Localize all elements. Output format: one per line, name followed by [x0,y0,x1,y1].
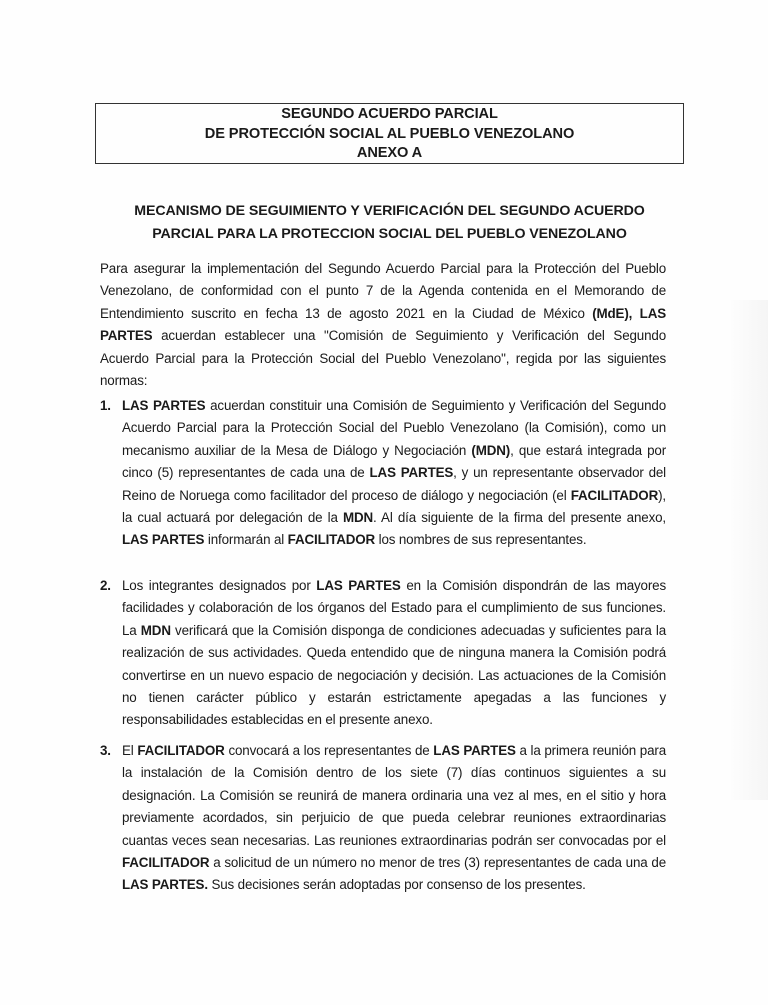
intro-text: Para asegurar la implementación del Segundo Acuerdo Parcial para la Protección del Pueblo Venezolano, de conformidad con el punto 7 de la Agenda contenida en el Memorando de Entendimiento suscrito en fecha 13 de agosto 2021 en la Ciudad de México [100,261,666,321]
text-segment: a la primera reunión para la instalación de la Comisión dentro de los siete (7) días continuos siguientes a su designación. La Comisión se reunirá de manera ordinaria una vez al mes, en el sitio y hora previamente acordados, sin perjuicio de que pueda celebrar reuniones extraordinarias cuantas veces sean necesarias. Las reuniones extraordinarias podrán ser convocadas por el [122,743,666,848]
page-shadow [728,300,768,800]
list-item-text [122,740,666,897]
text-segment: Los integrantes designados por [122,578,317,593]
bold-term: (MDN) [471,442,511,458]
heading-line-2: PARCIAL PARA LA PROTECCION SOCIAL DEL PUEBLO VENEZOLANO [152,226,627,242]
list-number: 3. [100,743,111,758]
bold-term: LAS PARTES [369,465,454,481]
list-number: 2. [100,578,111,593]
text-segment: , que estará integrada por cinco (5) representantes de cada una de [122,442,667,481]
bold-term: LAS PARTES [122,398,206,413]
text-segment: los nombres de sus representantes. [375,532,587,548]
list-number: 1. [100,398,111,413]
text-segment: acuerdan constituir una Comisión de Seguimiento y Verificación del Segundo Acuerdo Parcial para la Protección Social del Pueblo Venezolano (la Comisión), como un mecanismo auxiliar de la Mesa de Diálogo y Negociación [122,398,666,458]
bold-term: FACILITADOR [287,532,376,548]
bold-term: FACILITADOR [122,855,210,871]
list-item-2 [100,575,666,732]
text-segment: en la Comisión dispondrán de las mayores facilidades y colaboración de los órganos del Estado para el cumplimiento de sus funciones. La [122,578,666,638]
title-line-3: ANEXO A [356,145,423,161]
text-segment: convocará a los representantes de [224,743,434,758]
list-item-1 [100,395,666,552]
bold-term: FACILITADOR [570,487,659,503]
list-item-text [122,395,666,552]
list-item-text [122,575,666,732]
bold-term: MDN [342,510,374,526]
text-segment: El [122,743,138,758]
section-heading [95,200,684,246]
text-segment: , y un representante observador del Reino de Noruega como facilitador del proceso de diálogo y negociación (el [122,465,666,503]
text-segment: ), la cual actuará por delegación de la [122,487,666,526]
title-line-1: SEGUNDO ACUERDO PARCIAL [281,106,498,122]
intro-paragraph [100,258,666,392]
text-segment: a solicitud de un número no menor de tres (3) representantes de cada una de [209,855,666,871]
text-segment: verificará que la Comisión disponga de condiciones adecuadas y suficientes para la realización de sus actividades. Queda entendido que de ninguna manera la Comisión podrá convertirse en un nuevo espacio de negociación y decisión. Las actuaciones de la Comisión no tienen carácter público y estarán estrictamente apegadas a las funciones y responsabilidades establecidas en el presente anexo. [122,622,667,728]
title-box [95,103,684,164]
intro-text: acuerdan establecer una "Comisión de Seguimiento y Verificación del Segundo Acuerdo Parcial para la Protección Social del Pueblo Venezolano", regida por las siguientes normas: [100,328,666,389]
title-line-2: DE PROTECCIÓN SOCIAL AL PUEBLO VENEZOLANO [204,125,575,142]
bold-term: LAS PARTES [433,743,516,758]
bold-term: LAS PARTES [316,578,401,593]
bold-term: LAS PARTES [122,532,205,548]
heading-line-1: MECANISMO DE SEGUIMIENTO Y VERIFICACIÓN DEL SEGUNDO ACUERDO [134,203,645,219]
list-item-3 [100,740,666,897]
bold-term: FACILITADOR [137,743,225,758]
text-segment: informarán al [204,532,288,548]
bold-term: LAS PARTES. [122,877,208,893]
text-segment: . Al día siguiente de la firma del presente anexo, [373,510,666,526]
text-segment: Sus decisiones serán adoptadas por consenso de los presentes. [207,877,586,893]
bold-term: MDN [140,622,171,638]
intro-bold: (MdE), LAS PARTES [100,305,666,344]
